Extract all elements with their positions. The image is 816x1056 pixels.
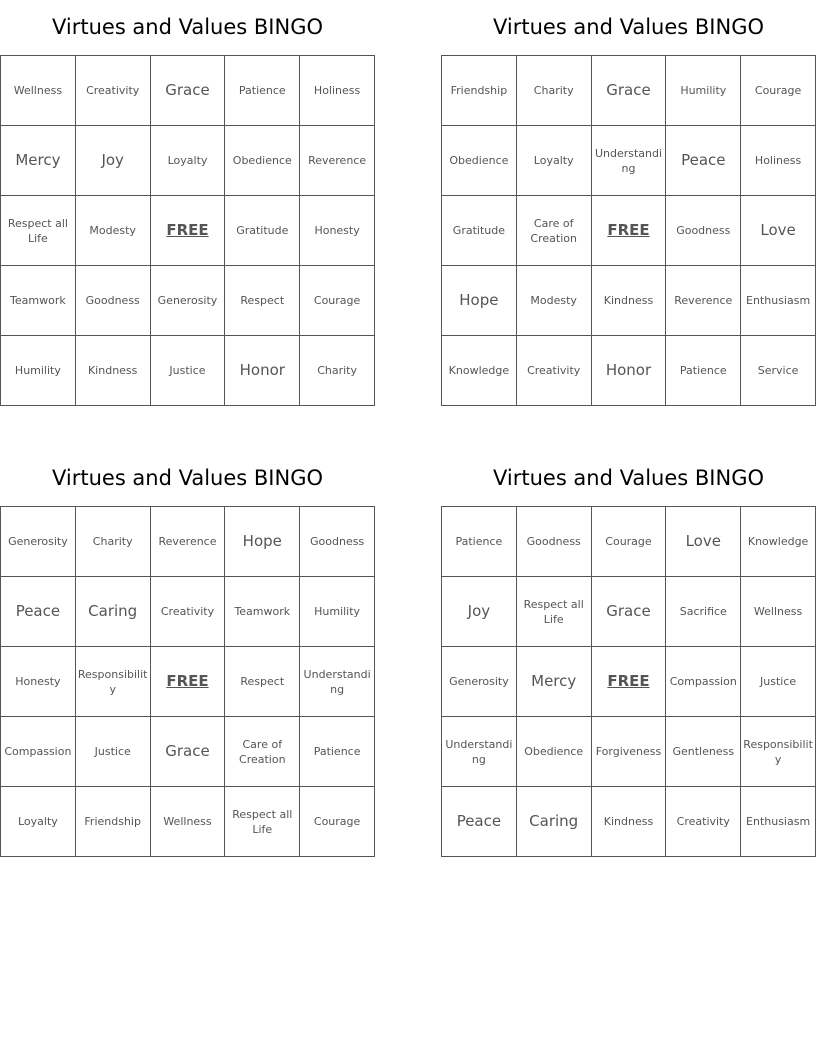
bingo-cell: Modesty [75,196,150,266]
bingo-row [442,56,816,126]
bingo-cell: Respect all Life [225,787,300,857]
bingo-cell: Reverence [150,507,225,577]
bingo-cell: Loyalty [150,126,225,196]
bingo-cell: Courage [300,787,375,857]
bingo-cell: Compassion [1,717,76,787]
bingo-row [1,336,375,406]
bingo-cell: Humility [300,577,375,647]
bingo-cell: Patience [666,336,741,406]
bingo-cell: Generosity [150,266,225,336]
bingo-cell: Responsibility [75,647,150,717]
bingo-cell: Understanding [300,647,375,717]
bingo-cell: Goodness [300,507,375,577]
bingo-cell: Obedience [516,717,591,787]
bingo-row [442,577,816,647]
bingo-grid [0,506,375,857]
bingo-cell: Compassion [666,647,741,717]
bingo-cell: Justice [150,336,225,406]
bingo-row [442,196,816,266]
bingo-cell: Creativity [666,787,741,857]
bingo-row [442,507,816,577]
bingo-cell: Peace [442,787,517,857]
bingo-cell: Loyalty [516,126,591,196]
bingo-cell: Wellness [150,787,225,857]
bingo-cell: Patience [442,507,517,577]
bingo-cell: Sacrifice [666,577,741,647]
bingo-cell: Honesty [1,647,76,717]
card-title: Virtues and Values BINGO [492,15,765,39]
bingo-cell: Peace [1,577,76,647]
bingo-cell: Hope [225,507,300,577]
bingo-cell: Knowledge [442,336,517,406]
card-title: Virtues and Values BINGO [51,466,324,490]
bingo-cell: Mercy [1,126,76,196]
bingo-row [442,787,816,857]
bingo-row [1,126,375,196]
bingo-cell: Justice [741,647,816,717]
card-title: Virtues and Values BINGO [492,466,765,490]
bingo-cell: Grace [150,717,225,787]
bingo-cell: Wellness [741,577,816,647]
bingo-cell: Humility [666,56,741,126]
bingo-cell: Kindness [591,266,666,336]
bingo-row [1,647,375,717]
bingo-cell: Respect [225,266,300,336]
bingo-cell: Kindness [591,787,666,857]
bingo-cell: Charity [75,507,150,577]
bingo-cell: Goodness [666,196,741,266]
bingo-row [1,266,375,336]
bingo-cell: Creativity [75,56,150,126]
bingo-cell: Friendship [442,56,517,126]
bingo-cell: Respect [225,647,300,717]
bingo-cell: Enthusiasm [741,266,816,336]
bingo-card [441,0,816,406]
bingo-cell: Generosity [1,507,76,577]
bingo-cell: Reverence [666,266,741,336]
bingo-row [442,647,816,717]
bingo-cell: Reverence [300,126,375,196]
bingo-grid [0,55,375,406]
bingo-cell: Holiness [300,56,375,126]
bingo-cell: Obedience [225,126,300,196]
bingo-cell: Courage [741,56,816,126]
bingo-row [1,56,375,126]
free-space: FREE [150,196,225,266]
bingo-cell: Understanding [591,126,666,196]
bingo-cell: Care of Creation [225,717,300,787]
bingo-cell: Modesty [516,266,591,336]
bingo-cell: Caring [516,787,591,857]
bingo-cell: Holiness [741,126,816,196]
bingo-cell: Courage [591,507,666,577]
bingo-cell: Loyalty [1,787,76,857]
bingo-cell: Responsibility [741,717,816,787]
bingo-cell: Humility [1,336,76,406]
bingo-row [1,196,375,266]
bingo-row [1,717,375,787]
bingo-card [441,451,816,857]
bingo-cell: Grace [591,577,666,647]
bingo-grid [441,55,816,406]
bingo-cell: Mercy [516,647,591,717]
bingo-cell: Generosity [442,647,517,717]
bingo-cell: Teamwork [1,266,76,336]
bingo-cell: Wellness [1,56,76,126]
bingo-cell: Charity [516,56,591,126]
bingo-cell: Gratitude [442,196,517,266]
bingo-cell: Respect all Life [1,196,76,266]
bingo-cell: Caring [75,577,150,647]
bingo-cell: Creativity [516,336,591,406]
bingo-cell: Enthusiasm [741,787,816,857]
bingo-card [0,451,375,857]
bingo-cell: Charity [300,336,375,406]
bingo-row [442,336,816,406]
bingo-row [442,266,816,336]
bingo-cell: Courage [300,266,375,336]
bingo-row [1,787,375,857]
bingo-row [442,126,816,196]
bingo-cell: Joy [75,126,150,196]
bingo-cell: Peace [666,126,741,196]
bingo-cell: Honesty [300,196,375,266]
free-space: FREE [591,647,666,717]
bingo-cell: Honor [591,336,666,406]
bingo-cell: Goodness [75,266,150,336]
bingo-cell: Love [666,507,741,577]
bingo-cell: Hope [442,266,517,336]
free-space: FREE [591,196,666,266]
bingo-cell: Knowledge [741,507,816,577]
bingo-cell: Care of Creation [516,196,591,266]
bingo-cell: Honor [225,336,300,406]
bingo-cell: Joy [442,577,517,647]
bingo-cell: Creativity [150,577,225,647]
bingo-row [1,577,375,647]
bingo-cell: Gentleness [666,717,741,787]
card-title: Virtues and Values BINGO [51,15,324,39]
bingo-cell: Forgiveness [591,717,666,787]
bingo-cell: Grace [150,56,225,126]
bingo-cell: Love [741,196,816,266]
bingo-cell: Gratitude [225,196,300,266]
bingo-row [1,507,375,577]
bingo-cell: Obedience [442,126,517,196]
bingo-cell: Patience [225,56,300,126]
bingo-cell: Understanding [442,717,517,787]
bingo-cell: Service [741,336,816,406]
bingo-cell: Teamwork [225,577,300,647]
bingo-cell: Respect all Life [516,577,591,647]
bingo-cell: Justice [75,717,150,787]
bingo-cell: Kindness [75,336,150,406]
free-space: FREE [150,647,225,717]
bingo-cell: Patience [300,717,375,787]
bingo-card [0,0,375,406]
bingo-cell: Friendship [75,787,150,857]
bingo-cell: Goodness [516,507,591,577]
bingo-grid [441,506,816,857]
bingo-row [442,717,816,787]
bingo-cell: Grace [591,56,666,126]
